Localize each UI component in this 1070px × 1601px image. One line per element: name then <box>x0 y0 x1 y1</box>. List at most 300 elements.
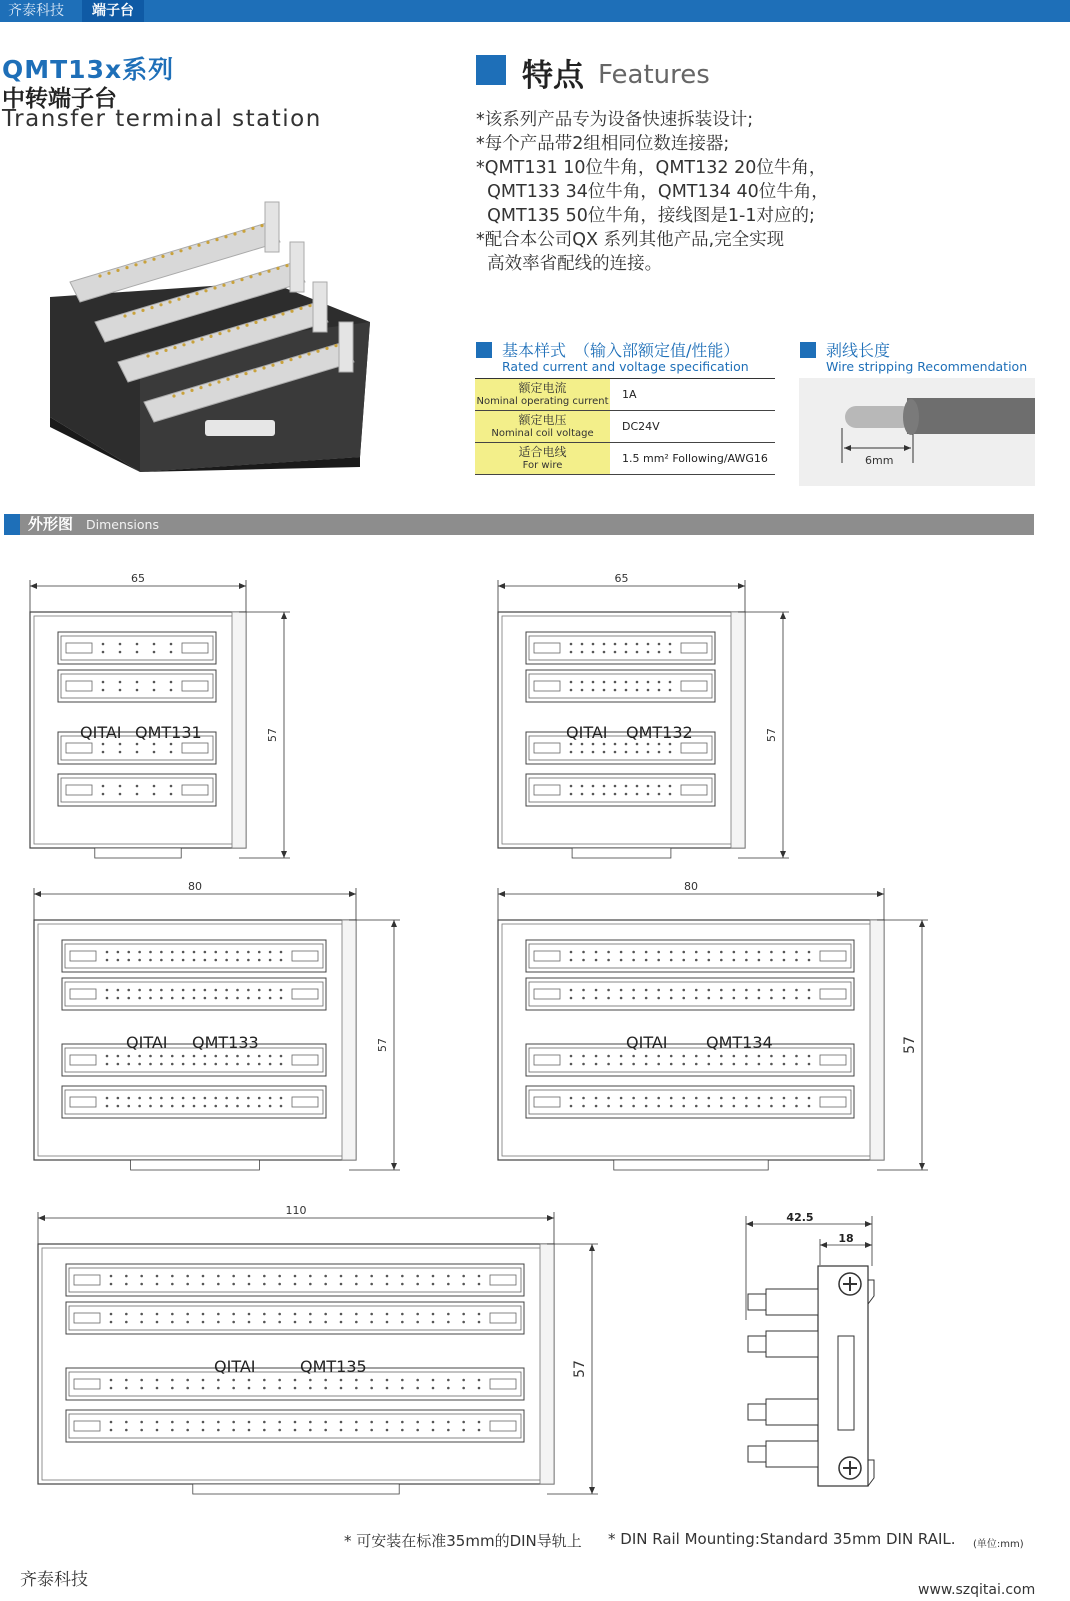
pin <box>117 1063 120 1066</box>
pin <box>416 1275 419 1278</box>
height-dimension: 57 <box>572 1360 588 1378</box>
pin <box>214 951 217 954</box>
pin <box>140 1379 143 1382</box>
pin <box>117 1105 120 1108</box>
pin <box>280 1055 283 1058</box>
pin <box>146 354 149 357</box>
pin <box>620 1105 623 1108</box>
pin <box>370 1421 373 1424</box>
pin <box>745 997 748 1000</box>
pin <box>808 959 811 962</box>
pin <box>770 1105 773 1108</box>
pin <box>171 1097 174 1100</box>
pin <box>647 785 650 788</box>
pin <box>582 1105 585 1108</box>
pin <box>127 1063 130 1066</box>
pin <box>125 266 128 269</box>
pin <box>745 1063 748 1066</box>
pin <box>242 230 245 233</box>
pin <box>110 1275 113 1278</box>
pin <box>134 263 137 266</box>
pin <box>170 252 173 255</box>
pin <box>171 1105 174 1108</box>
pin <box>127 1097 130 1100</box>
pin <box>645 997 648 1000</box>
pin <box>186 1275 189 1278</box>
pin <box>289 358 292 361</box>
pin <box>258 1063 261 1066</box>
pin <box>309 1387 312 1390</box>
pin <box>670 1063 673 1066</box>
pin <box>401 1321 404 1324</box>
pin <box>222 284 225 287</box>
pin <box>308 304 311 307</box>
pin <box>592 681 595 684</box>
pin <box>595 1105 598 1108</box>
pin <box>138 1055 141 1058</box>
unit-note: (单位:mm) <box>973 1539 1024 1550</box>
pin <box>149 1097 152 1100</box>
pin <box>657 1063 660 1066</box>
pin <box>620 989 623 992</box>
pin <box>745 951 748 954</box>
pin <box>294 1283 297 1286</box>
pin <box>636 681 639 684</box>
product-title-en: Transfer terminal station <box>2 106 322 132</box>
pin <box>733 1105 736 1108</box>
arrow-head <box>820 1242 827 1248</box>
pin <box>171 1283 174 1286</box>
connector-profile <box>766 1441 818 1467</box>
pin <box>670 989 673 992</box>
pin <box>248 1379 251 1382</box>
connector-header <box>526 670 715 702</box>
pin <box>271 364 274 367</box>
pin <box>720 989 723 992</box>
pin <box>107 272 110 275</box>
pin <box>478 1421 481 1424</box>
pin <box>570 989 573 992</box>
pin <box>182 951 185 954</box>
pin <box>254 321 257 324</box>
pin <box>582 1055 585 1058</box>
latch <box>313 282 327 332</box>
footer-brand: 齐泰科技 <box>20 1570 88 1590</box>
pin <box>278 1283 281 1286</box>
pin <box>720 997 723 1000</box>
pin <box>432 1387 435 1390</box>
pin <box>249 275 252 278</box>
pin <box>620 959 623 962</box>
pin <box>462 1379 465 1382</box>
pin <box>432 1275 435 1278</box>
pin <box>170 793 173 796</box>
pin <box>110 1421 113 1424</box>
pin <box>110 1379 113 1382</box>
pin <box>707 989 710 992</box>
arrow-head <box>349 891 356 897</box>
pin <box>125 1387 128 1390</box>
pin <box>110 1387 113 1390</box>
pin <box>682 1063 685 1066</box>
pin <box>258 951 261 954</box>
pin <box>155 352 158 355</box>
pin <box>280 1063 283 1066</box>
pin <box>309 1275 312 1278</box>
pin <box>416 1429 419 1432</box>
spec-label-cn: 额定电流 <box>518 380 567 395</box>
pin <box>117 951 120 954</box>
section-tab: 端子台 <box>82 0 144 22</box>
pin <box>116 269 119 272</box>
pin <box>214 1055 217 1058</box>
pin <box>682 997 685 1000</box>
pin <box>294 1275 297 1278</box>
spec-heading-en: Rated current and voltage specification <box>502 359 749 374</box>
pin <box>340 1429 343 1432</box>
pin <box>150 306 153 309</box>
pin <box>324 1283 327 1286</box>
pin <box>657 951 660 954</box>
brand-label: QITAI <box>80 723 122 742</box>
pin <box>770 951 773 954</box>
pin <box>770 1097 773 1100</box>
pin <box>595 1055 598 1058</box>
pin <box>119 689 122 692</box>
pin <box>127 959 130 962</box>
feature-line: QMT133 34位牛角，QMT134 40位牛角， <box>476 182 829 202</box>
pin <box>188 246 191 249</box>
pin <box>269 1097 272 1100</box>
pin <box>570 751 573 754</box>
pin <box>170 751 173 754</box>
pin <box>682 1097 685 1100</box>
pin <box>695 997 698 1000</box>
pin <box>232 1429 235 1432</box>
pin <box>636 651 639 654</box>
feature-line: QMT135 50位牛角，接线图是1-1对应的; <box>476 206 815 226</box>
arrow-head <box>919 920 925 927</box>
pin <box>263 1387 266 1390</box>
pin <box>370 1321 373 1324</box>
pin <box>125 1429 128 1432</box>
pin <box>225 1063 228 1066</box>
pin <box>614 651 617 654</box>
pin <box>294 1313 297 1316</box>
pin <box>272 315 275 318</box>
series-title: QMT13x系列 <box>2 55 175 84</box>
pin <box>309 1283 312 1286</box>
pin <box>758 959 761 962</box>
connector-profile <box>748 1294 766 1310</box>
pin <box>102 793 105 796</box>
pin <box>770 959 773 962</box>
pin <box>607 951 610 954</box>
pin <box>795 959 798 962</box>
pin <box>236 1105 239 1108</box>
pin <box>171 1379 174 1382</box>
pin <box>669 643 672 646</box>
pin <box>770 997 773 1000</box>
pin <box>248 1421 251 1424</box>
pin <box>645 951 648 954</box>
arrow-head <box>738 583 745 589</box>
pin <box>370 1429 373 1432</box>
pin <box>171 951 174 954</box>
pin <box>603 743 606 746</box>
pin <box>136 651 139 654</box>
pin <box>298 355 301 358</box>
pin <box>269 997 272 1000</box>
drawing-qmt132 <box>498 572 789 858</box>
pin <box>119 643 122 646</box>
arrow-head <box>589 1487 595 1494</box>
pin <box>171 1429 174 1432</box>
pin <box>127 1055 130 1058</box>
feature-line: 高效率省配线的连接。 <box>476 254 663 274</box>
pin <box>258 989 261 992</box>
drawing-qmt135 <box>38 1204 598 1494</box>
pin <box>745 989 748 992</box>
pin <box>478 1429 481 1432</box>
pin <box>263 1313 266 1316</box>
connector-header <box>526 1044 854 1076</box>
pin <box>125 1421 128 1424</box>
connector-header <box>62 940 326 972</box>
height-dimension: 57 <box>902 1036 918 1054</box>
pin <box>263 1283 266 1286</box>
pin <box>416 1283 419 1286</box>
pin <box>204 1055 207 1058</box>
pin <box>171 1055 174 1058</box>
pin <box>340 1275 343 1278</box>
pin <box>182 1105 185 1108</box>
pin <box>581 643 584 646</box>
pin <box>251 227 254 230</box>
pin <box>570 785 573 788</box>
pin <box>193 951 196 954</box>
pin <box>160 997 163 1000</box>
pin <box>278 1275 281 1278</box>
pin <box>204 951 207 954</box>
pin <box>225 997 228 1000</box>
pin <box>156 1275 159 1278</box>
drawing-qmt131 <box>30 572 290 858</box>
din-clip <box>193 1484 399 1494</box>
pin <box>217 1387 220 1390</box>
pin <box>160 1063 163 1066</box>
pin <box>236 1063 239 1066</box>
features-heading: 特点 <box>522 58 584 94</box>
pin <box>620 1055 623 1058</box>
connector-header <box>66 1368 524 1400</box>
pin <box>795 1055 798 1058</box>
pin <box>758 989 761 992</box>
spec-label <box>475 379 610 411</box>
pin <box>156 1379 159 1382</box>
pin <box>324 1313 327 1316</box>
pin <box>152 258 155 261</box>
pin <box>209 335 212 338</box>
pin <box>355 1313 358 1316</box>
pin <box>208 383 211 386</box>
pin <box>386 1321 389 1324</box>
pin <box>159 303 162 306</box>
pin <box>682 1055 685 1058</box>
table-row <box>475 379 775 411</box>
pin <box>214 959 217 962</box>
pin <box>570 1097 573 1100</box>
pin <box>278 1379 281 1382</box>
arrow-head <box>281 612 287 619</box>
pin <box>247 1063 250 1066</box>
pin <box>592 689 595 692</box>
pin <box>177 298 180 301</box>
pin <box>570 681 573 684</box>
pin <box>278 1421 281 1424</box>
pin <box>106 959 109 962</box>
pin <box>478 1387 481 1390</box>
pin <box>263 1379 266 1382</box>
pin <box>149 951 152 954</box>
pin <box>355 1429 358 1432</box>
pin <box>783 997 786 1000</box>
pin <box>720 1097 723 1100</box>
pin <box>217 1421 220 1424</box>
pin <box>645 1097 648 1100</box>
wire-strip-heading-en: Wire stripping Recommendation <box>826 359 1028 374</box>
pin <box>156 1283 159 1286</box>
pin <box>636 785 639 788</box>
pin <box>227 329 230 332</box>
pin <box>193 1105 196 1108</box>
pin <box>647 651 650 654</box>
arrow-head <box>877 891 884 897</box>
pin <box>370 1313 373 1316</box>
pin <box>432 1283 435 1286</box>
arrow-head <box>391 1163 397 1170</box>
pin <box>149 997 152 1000</box>
pin <box>658 643 661 646</box>
pin <box>582 997 585 1000</box>
pin <box>625 785 628 788</box>
table-row <box>475 411 775 443</box>
pin <box>117 959 120 962</box>
spec-value: DC24V <box>610 411 775 443</box>
pin <box>478 1313 481 1316</box>
pin <box>324 1387 327 1390</box>
pin <box>138 951 141 954</box>
pin <box>106 1055 109 1058</box>
pin <box>325 347 328 350</box>
pin <box>658 651 661 654</box>
pin <box>669 681 672 684</box>
width-dimension: 80 <box>188 880 202 893</box>
arrow-head <box>746 1221 753 1227</box>
pin <box>795 1105 798 1108</box>
pin <box>370 1283 373 1286</box>
connector-header <box>526 940 854 972</box>
pin <box>645 989 648 992</box>
connector-header <box>526 774 715 806</box>
pin <box>170 785 173 788</box>
pin <box>416 1387 419 1390</box>
pin <box>595 1063 598 1066</box>
pin <box>570 651 573 654</box>
spec-label-cn: 适合电线 <box>518 444 567 459</box>
pin <box>125 1321 128 1324</box>
pin <box>625 651 628 654</box>
pin <box>136 751 139 754</box>
pin <box>340 1387 343 1390</box>
arrow-head <box>30 583 37 589</box>
pin <box>645 959 648 962</box>
pin <box>140 1387 143 1390</box>
pin <box>294 1429 297 1432</box>
pin <box>592 643 595 646</box>
pin <box>153 681 156 684</box>
pin <box>247 1105 250 1108</box>
arrow-head <box>865 1221 872 1227</box>
pin <box>733 959 736 962</box>
pin <box>370 1379 373 1382</box>
pin <box>138 1097 141 1100</box>
pin <box>202 1313 205 1316</box>
spec-table <box>475 378 775 475</box>
pin <box>269 989 272 992</box>
dimensions-marker <box>4 514 20 535</box>
pin <box>232 1421 235 1424</box>
pin <box>607 1063 610 1066</box>
pin <box>581 689 584 692</box>
connector-profile <box>748 1336 766 1352</box>
pin <box>202 1421 205 1424</box>
pin <box>170 689 173 692</box>
pin <box>745 1055 748 1058</box>
pin <box>153 793 156 796</box>
pin <box>770 1063 773 1066</box>
feature-line: *QMT131 10位牛角，QMT132 20位牛角， <box>476 158 827 178</box>
pin <box>432 1321 435 1324</box>
pin <box>193 1063 196 1066</box>
pin <box>478 1379 481 1382</box>
pin <box>153 643 156 646</box>
connector-header <box>526 1086 854 1118</box>
pin <box>625 751 628 754</box>
pin <box>236 1097 239 1100</box>
pin <box>280 1097 283 1100</box>
connector-header <box>66 1264 524 1296</box>
pin <box>733 1097 736 1100</box>
pin <box>340 1379 343 1382</box>
pin <box>625 743 628 746</box>
pin <box>570 959 573 962</box>
spec-label-en: Nominal coil voltage <box>491 427 594 439</box>
pin <box>119 793 122 796</box>
pin <box>603 793 606 796</box>
pin <box>225 1097 228 1100</box>
pin <box>733 1063 736 1066</box>
pin <box>783 951 786 954</box>
pin <box>307 352 310 355</box>
pin <box>248 1275 251 1278</box>
pin <box>447 1275 450 1278</box>
din-note-cn: * 可安装在标准35mm的DIN导轨上 <box>344 1532 582 1550</box>
pin <box>462 1321 465 1324</box>
dimensions-heading: 外形图 <box>28 515 74 533</box>
pin <box>269 959 272 962</box>
spec-label <box>475 443 610 475</box>
